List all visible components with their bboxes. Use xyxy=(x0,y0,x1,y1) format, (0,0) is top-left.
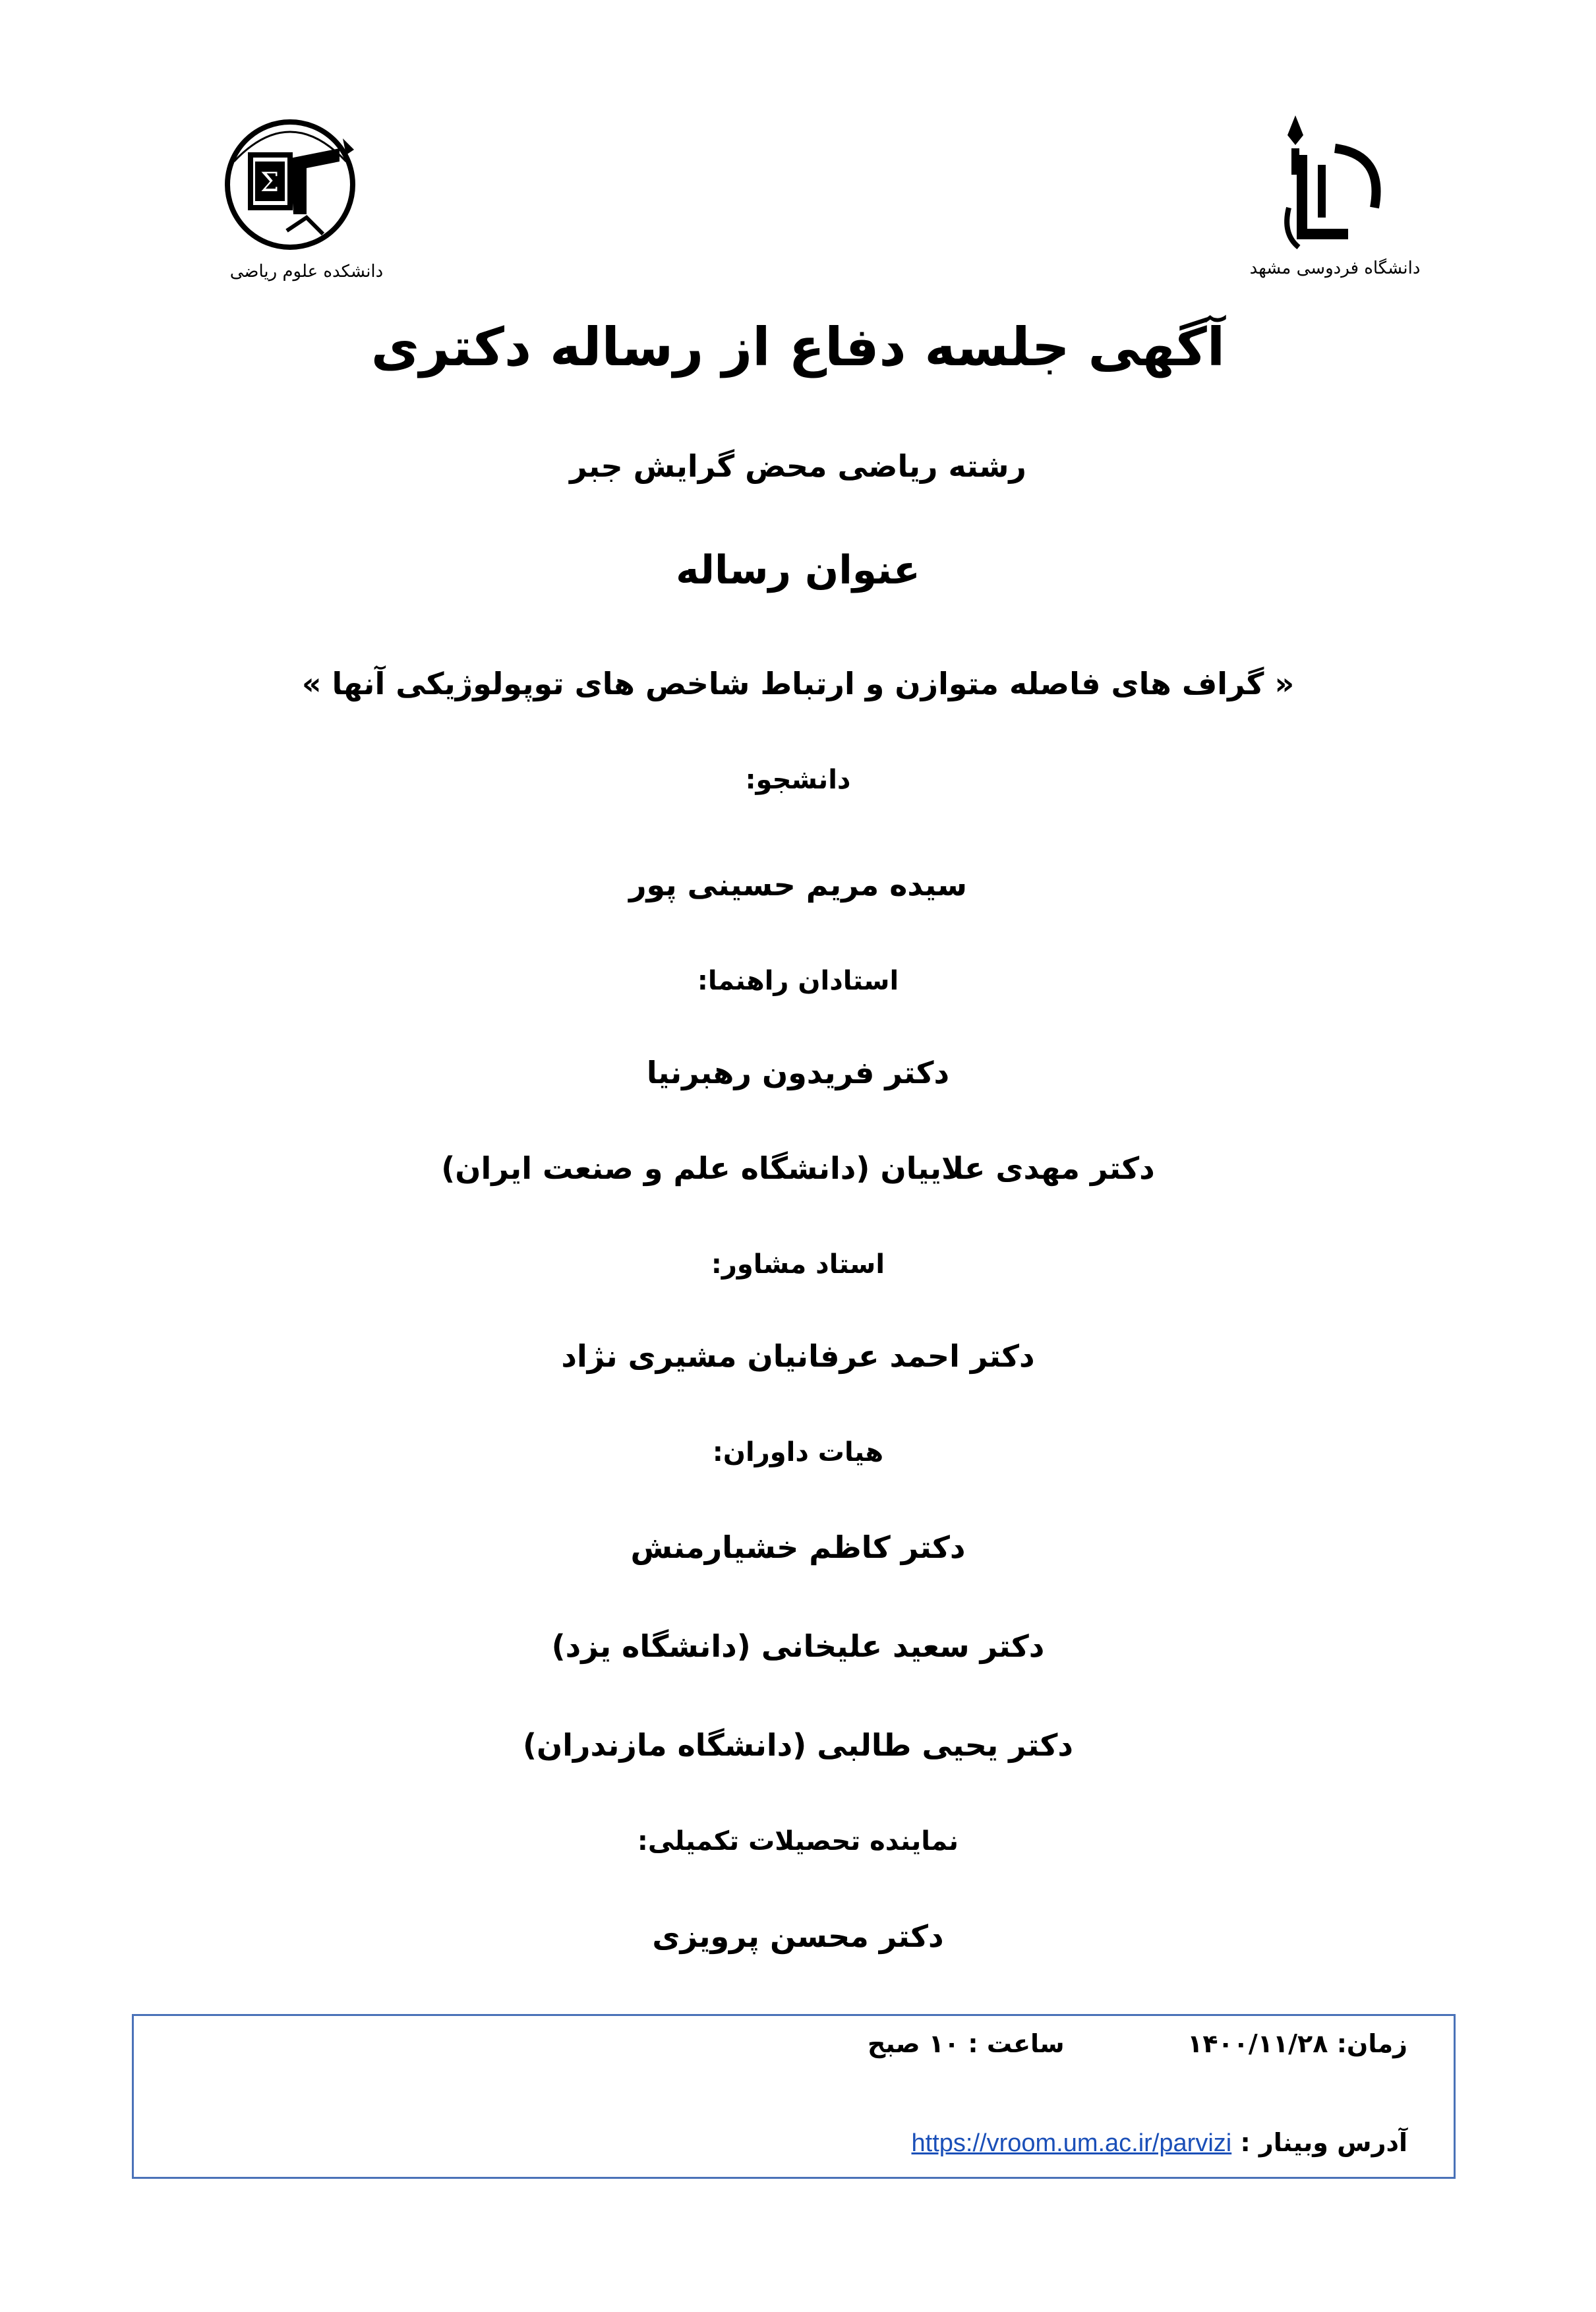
thesis-title: « گراف های فاصله متوازن و ارتباط شاخص های توپولوژیکی آنها » xyxy=(301,666,1295,701)
university-caption: دانشگاه فردوسی مشهد xyxy=(1249,258,1421,278)
session-details-box xyxy=(132,2014,1456,2179)
advisor-name: دکتر احمد عرفانیان مشیری نژاد xyxy=(561,1338,1035,1374)
committee-label: هیات داوران: xyxy=(712,1437,884,1467)
committee-member: دکتر یحیی طالبی (دانشگاه مازندران) xyxy=(522,1727,1073,1763)
announcement-title: آگهی جلسه دفاع از رساله دکتری xyxy=(370,316,1226,378)
math-faculty-caption: دانشکده علوم ریاضی xyxy=(229,262,384,282)
time-value: ۱۰ صبح xyxy=(867,2029,960,2058)
graduate-rep-label: نماینده تحصیلات تکمیلی: xyxy=(637,1826,959,1856)
supervisors-label: استادان راهنما: xyxy=(697,966,899,996)
date-label: زمان: xyxy=(1336,2029,1407,2058)
student-label: دانشجو: xyxy=(745,765,851,795)
field-of-study: رشته ریاضی محض گرایش جبر xyxy=(570,448,1026,484)
graduate-rep-name: دکتر محسن پرویزی xyxy=(652,1918,944,1954)
supervisor-name: دکتر مهدی علاییان (دانشگاه علم و صنعت ایران) xyxy=(441,1150,1155,1186)
committee-member: دکتر کاظم خشیارمنش xyxy=(630,1529,966,1565)
committee-member: دکتر سعید علیخانی (دانشگاه یزد) xyxy=(551,1628,1045,1664)
math-faculty-logo xyxy=(208,109,384,293)
student-name: سیده مریم حسینی پور xyxy=(629,867,967,903)
university-logo xyxy=(1249,109,1421,290)
webinar-line xyxy=(912,2128,1407,2158)
date-time-line xyxy=(868,2029,1407,2058)
webinar-label: آدرس وبینار : xyxy=(1240,2128,1407,2157)
webinar-link[interactable]: https://vroom.um.ac.ir/parvizi xyxy=(911,2129,1232,2157)
thesis-heading: عنوان رساله xyxy=(676,547,920,593)
date-value: ۱۴۰۰/۱۱/۲۸ xyxy=(1187,2029,1328,2058)
advisor-label: استاد مشاور: xyxy=(711,1249,885,1280)
math-faculty-seal-icon xyxy=(208,109,384,293)
supervisor-name: دکتر فریدون رهبرنیا xyxy=(646,1055,950,1090)
time-label: ساعت : xyxy=(968,2029,1065,2058)
ferdowsi-university-emblem-icon xyxy=(1249,109,1421,290)
svg-text:Σ: Σ xyxy=(260,167,280,198)
